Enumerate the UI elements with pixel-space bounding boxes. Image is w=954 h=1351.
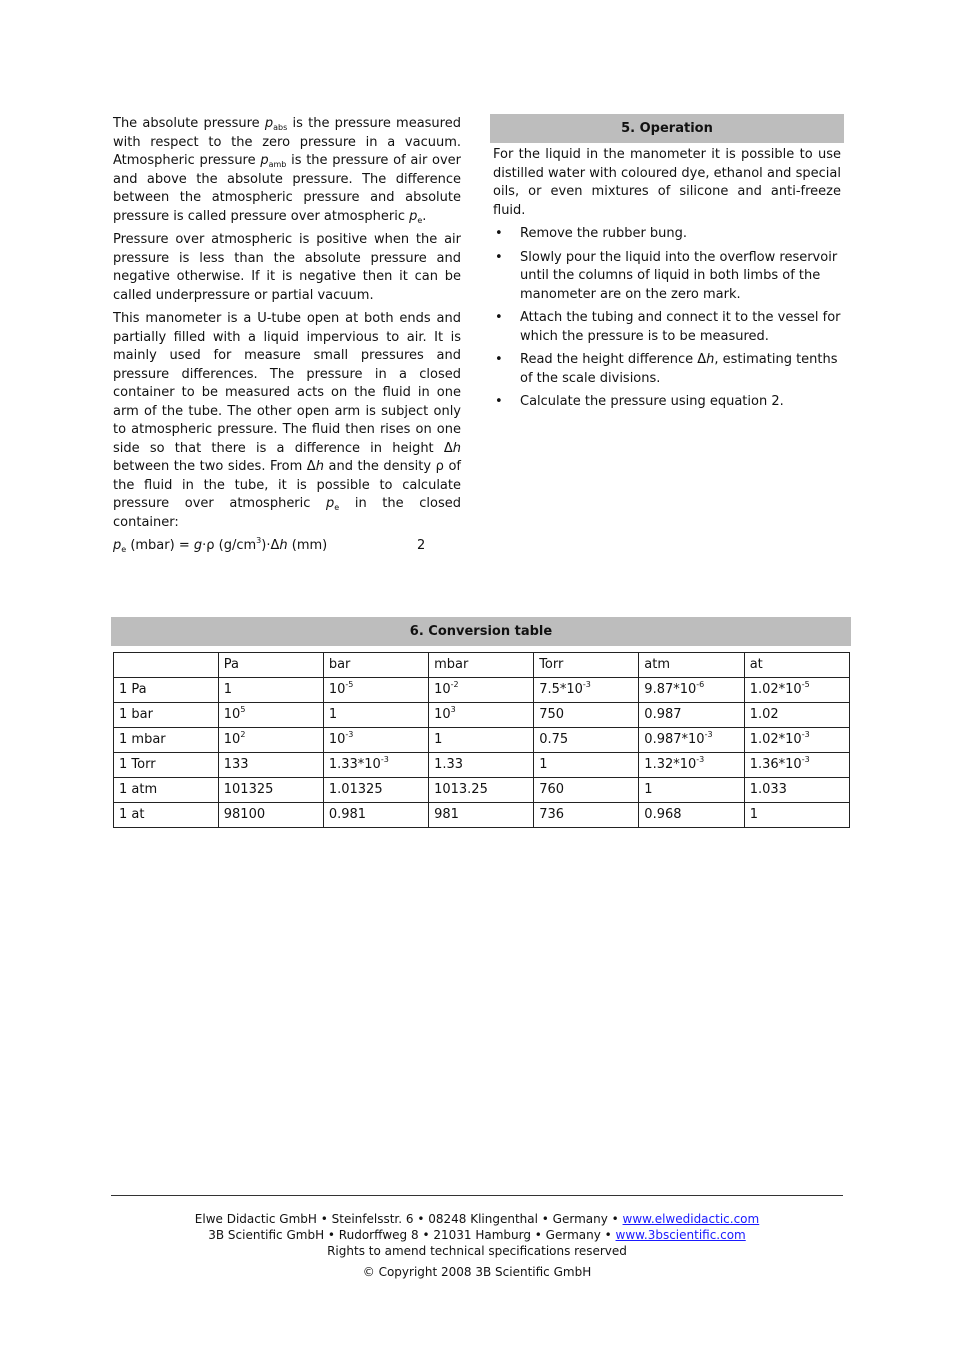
cell-exponent: -3 [380, 754, 389, 764]
list-item: • Calculate the pressure using equation 2. [493, 393, 841, 412]
cell-exponent: -5 [345, 679, 354, 689]
footer-divider [111, 1195, 843, 1196]
table-cell [534, 753, 639, 778]
table-cell [639, 753, 744, 778]
cell-value: 1013.25 [434, 781, 488, 797]
table-cell [323, 703, 428, 728]
conversion-section [111, 617, 851, 828]
table-cell [429, 703, 534, 728]
cell-value: 133 [223, 756, 249, 772]
table-cell [639, 703, 744, 728]
table-cell [534, 678, 639, 703]
cell-value: 1.32*10 [644, 756, 697, 772]
table-header-cell: atm [639, 653, 744, 678]
table-row-label: 1 at [114, 803, 219, 828]
table-cell [218, 803, 323, 828]
cell-value: 1.02*10 [749, 681, 802, 697]
cell-exponent: -3 [345, 729, 354, 739]
footer-rights: Rights to amend technical specifications reserved [327, 1244, 627, 1258]
table-header-cell: bar [323, 653, 428, 678]
cell-value: 7.5*10 [539, 681, 583, 697]
cell-value: 10 [328, 731, 346, 747]
cell-value: 1 [749, 806, 758, 822]
table-row-label: 1 mbar [114, 728, 219, 753]
table-cell [218, 778, 323, 803]
bullet-icon: • [495, 394, 503, 409]
cell-value: 10 [434, 681, 451, 697]
table-cell [429, 803, 534, 828]
cell-value: 9.87*10 [644, 681, 697, 697]
table-cell [639, 778, 744, 803]
table-cell [429, 778, 534, 803]
cell-value: 750 [539, 706, 565, 722]
bullet-icon: • [495, 249, 503, 265]
table-cell [744, 778, 849, 803]
cell-value: 1.33 [434, 756, 464, 772]
cell-value: 0.968 [644, 806, 682, 822]
table-row [114, 778, 850, 803]
table-header-cell: at [744, 653, 849, 678]
cell-exponent: -3 [696, 754, 705, 764]
table-row-label: 1 bar [114, 703, 219, 728]
cell-value: 1 [644, 781, 653, 797]
cell-value: 760 [539, 781, 565, 797]
table-header-cell: Torr [534, 653, 639, 678]
cell-exponent: -3 [801, 754, 810, 764]
table-cell [429, 753, 534, 778]
operation-intro: For the liquid in the manometer it is possible to use distilled water with coloured dye, ethanol and special oils, or even mixtures of silicone and anti-freeze fluid. [493, 147, 841, 218]
cell-value: 1.033 [749, 781, 787, 797]
table-row-label: 1 Pa [114, 678, 219, 703]
table-cell [639, 728, 744, 753]
table-cell [744, 803, 849, 828]
paragraph-absolute-pressure: The absolute pressure $p_{abs}$ is the pressure measured with respect to the zero pressure in a vacuum. Atmospheric pressure $p_{amb}$ is the pressure of air over and above the absolute pressure. The difference between the atmospheric pressure and absolute pressure is called pressure over atmospheric $p_e$. [113, 116, 462, 225]
cell-exponent: -2 [450, 679, 459, 689]
table-cell [218, 703, 323, 728]
cell-exponent: -3 [582, 679, 591, 689]
table-cell [429, 678, 534, 703]
table-cell [534, 803, 639, 828]
cell-value: 98100 [223, 806, 266, 822]
cell-exponent: 5 [240, 704, 246, 714]
cell-value: 0.981 [328, 806, 367, 822]
footer [111, 1211, 843, 1280]
table-cell [744, 753, 849, 778]
paragraph-manometer-description: This manometer is a U-tube open at both ends and partially filled with a liquid impervious to air. It is mainly used for measure small pressures and pressure differences. The pressure in a closed container to be measured acts on the fluid in one arm of the tube. The other open arm is subject only to atmospheric pressure. The fluid then rises on one side so that there is a difference in height Δh between the two sides. From Δh and the density ρ of the fluid in the tube, it is possible to calculate pressure over atmospheric $p_e$ in the closed container: [113, 311, 461, 530]
cell-value: 1.02 [749, 706, 779, 722]
footer-line-elwe: Elwe Didactic GmbH • Steinfelsstr. 6 • 08248 Klingenthal • Germany • www.elwedidactic.com [194, 1212, 760, 1226]
footer-line-3b: 3B Scientific GmbH • Rudorffweg 8 • 21031 Hamburg • Germany • www.3bscientific.com [208, 1228, 746, 1242]
table-cell [534, 703, 639, 728]
table-cell [218, 678, 323, 703]
table-cell [534, 778, 639, 803]
table-cell [323, 728, 428, 753]
table-row [114, 753, 850, 778]
table-cell [323, 753, 428, 778]
cell-value: 736 [539, 806, 565, 822]
table-row [114, 728, 850, 753]
bullet-icon: • [495, 310, 503, 325]
3b-website-link[interactable]: www.3bscientific.com [615, 1228, 746, 1242]
cell-value: 1.36*10 [749, 756, 802, 772]
elwe-website-link[interactable]: www.elwedidactic.com [622, 1212, 760, 1226]
table-cell [744, 728, 849, 753]
table-row-label: 1 atm [114, 778, 219, 803]
table-cell [218, 728, 323, 753]
list-item: • Read the height difference Δh, estimating tenths of the scale divisions. [495, 352, 838, 386]
cell-exponent: -3 [801, 729, 810, 739]
table-cell [323, 778, 428, 803]
section-title-conversion: 6. Conversion table [111, 617, 851, 646]
table-row [114, 803, 850, 828]
cell-value: 1.01325 [328, 781, 383, 797]
table-cell [744, 703, 849, 728]
table-cell [639, 803, 744, 828]
table-header-cell [114, 653, 219, 678]
cell-exponent: 2 [240, 729, 246, 739]
conversion-table [113, 652, 850, 828]
list-item: • Attach the tubing and connect it to the vessel for which the pressure is to be measured. [495, 310, 841, 344]
table-cell [429, 728, 534, 753]
table-cell [218, 753, 323, 778]
equation-2 [113, 537, 461, 556]
cell-value: 981 [434, 806, 459, 822]
left-column [113, 115, 461, 556]
cell-value: 1 [434, 731, 443, 747]
operation-body [490, 143, 844, 412]
cell-exponent: 3 [450, 704, 456, 714]
table-header-row [114, 653, 850, 678]
equation-body: $p_e$ (mbar) = g·ρ $(g/cm^3)\cdot\Delta h$ (mm) [113, 536, 328, 554]
table-row [114, 678, 850, 703]
cell-value: 0.987 [644, 706, 682, 722]
paragraph-pressure-over-atmospheric: Pressure over atmospheric is positive when the air pressure is less than the absolute pressure and negative otherwise. If it is negative then it can be called underpressure or partial vacuum. [113, 232, 461, 303]
table-cell [323, 678, 428, 703]
cell-value: 1 [328, 706, 338, 722]
cell-value: 10 [223, 731, 241, 747]
equation-number: 2 [417, 538, 426, 553]
table-row-label: 1 Torr [114, 753, 219, 778]
footer-copyright: © Copyright 2008 3B Scientific GmbH [362, 1265, 592, 1279]
cell-value: 10 [434, 706, 451, 722]
cell-exponent: -3 [704, 729, 713, 739]
cell-value: 0.987*10 [644, 731, 705, 747]
cell-value: 101325 [223, 781, 274, 797]
table-row [114, 703, 850, 728]
operation-section [490, 114, 844, 417]
cell-exponent: -6 [696, 679, 705, 689]
cell-value: 1 [223, 681, 233, 697]
cell-value: 1 [539, 756, 548, 772]
cell-value: 1.33*10 [328, 756, 381, 772]
conversion-table-body [114, 653, 850, 828]
list-item: • Remove the rubber bung. [493, 225, 841, 244]
table-cell [744, 678, 849, 703]
cell-value: 10 [328, 681, 346, 697]
cell-value: 1.02*10 [749, 731, 802, 747]
bullet-icon: • [495, 226, 503, 241]
table-header-cell: mbar [429, 653, 534, 678]
list-item: • Slowly pour the liquid into the overflow reservoir until the columns of liquid in both limbs of the manometer are on the zero mark. [495, 249, 838, 302]
operation-steps [493, 225, 841, 412]
table-cell [534, 728, 639, 753]
cell-value: 0.75 [539, 731, 569, 747]
table-cell [639, 678, 744, 703]
table-cell [323, 803, 428, 828]
bullet-icon: • [495, 352, 503, 367]
cell-value: 10 [223, 706, 241, 722]
section-title-operation: 5. Operation [490, 114, 844, 143]
table-header-cell: Pa [218, 653, 323, 678]
cell-exponent: -5 [801, 679, 810, 689]
